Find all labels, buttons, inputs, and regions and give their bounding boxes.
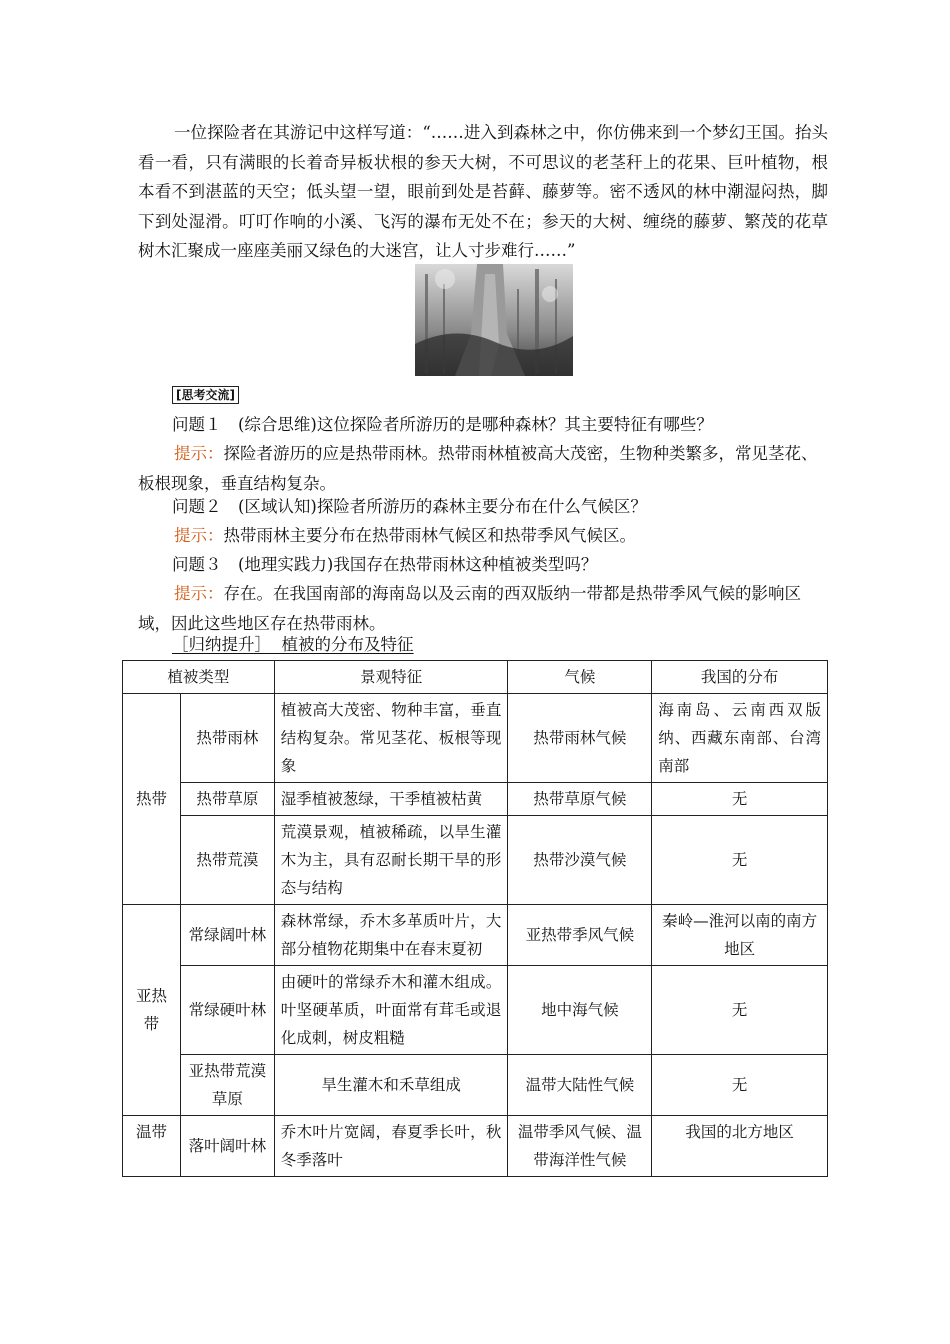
cell-climate: 热带雨林气候 xyxy=(508,694,652,783)
cell-china: 无 xyxy=(652,783,828,816)
cell-china: 海南岛、云南西双版纳、西藏东南部、台湾南部 xyxy=(652,694,828,783)
cell-type: 热带荒漠 xyxy=(180,816,274,905)
rainforest-photo xyxy=(415,264,573,376)
table-row xyxy=(123,816,828,905)
intro-paragraph: 一位探险者在其游记中这样写道：“……进入到森林之中，你仿佛来到一个梦幻王国。抬头看一看，只有满眼的长着奇异板状根的参天大树，不可思议的老茎秆上的花果、巨叶植物，根本看不到湛蓝的天空；低头望一望，眼前到处是苔藓、藤萝等。密不透风的林中潮湿闷热，脚下到处湿滑。叮叮作响的小溪、飞泻的瀑布无处不在；参天的大树、缠绕的藤萝、繁茂的花草树木汇聚成一座座美丽又绿色的大迷宫，让人寸步难行……” xyxy=(138,123,828,260)
cell-climate: 温带季风气候、温带海洋性气候 xyxy=(508,1116,652,1177)
table-header-row xyxy=(123,661,828,694)
cell-feature: 森林常绿，乔木多革质叶片，大部分植物花期集中在春末夏初 xyxy=(274,905,508,966)
cell-feature: 由硬叶的常绿乔木和灌木组成。叶坚硬革质，叶面常有茸毛或退化成刺，树皮粗糙 xyxy=(274,966,508,1055)
answer-3 xyxy=(138,579,828,638)
cell-china: 无 xyxy=(652,816,828,905)
table-row xyxy=(123,694,828,783)
cell-feature: 旱生灌木和禾草组成 xyxy=(274,1055,508,1116)
cell-climate: 亚热带季风气候 xyxy=(508,905,652,966)
summary-title: 植被的分布及特征 xyxy=(281,635,414,654)
cell-china: 无 xyxy=(652,1055,828,1116)
header-climate: 气候 xyxy=(508,661,652,694)
table-row xyxy=(123,1055,828,1116)
cell-type: 热带草原 xyxy=(180,783,274,816)
cell-china: 无 xyxy=(652,966,828,1055)
cell-climate: 热带沙漠气候 xyxy=(508,816,652,905)
header-type: 植被类型 xyxy=(123,661,275,694)
answer-1 xyxy=(138,439,828,498)
answer-text: 存在。在我国南部的海南岛以及云南的西双版纳一带都是热带季风气候的影响区域，因此这些地区存在热带雨林。 xyxy=(138,584,801,633)
cell-feature: 荒漠景观，植被稀疏，以旱生灌木为主，具有忍耐长期干旱的形态与结构 xyxy=(274,816,508,905)
question-3: 问题３ (地理实践力)我国存在热带雨林这种植被类型吗？ xyxy=(172,555,598,574)
table-row xyxy=(123,1116,828,1177)
table-row xyxy=(123,783,828,816)
cell-feature: 乔木叶片宽阔，春夏季长叶，秋冬季落叶 xyxy=(274,1116,508,1177)
cell-type: 常绿硬叶林 xyxy=(180,966,274,1055)
answer-2 xyxy=(138,521,828,551)
cell-feature: 植被高大茂密、物种丰富，垂直结构复杂。常见茎花、板根等现象 xyxy=(274,694,508,783)
cell-type: 常绿阔叶林 xyxy=(180,905,274,966)
cell-type: 落叶阔叶林 xyxy=(180,1116,274,1177)
answer-text: 探险者游历的应是热带雨林。热带雨林植被高大茂密，生物种类繁多，常见茎花、板根现象，垂直结构复杂。 xyxy=(138,444,818,493)
cell-type: 热带雨林 xyxy=(180,694,274,783)
hint-label: 提示： xyxy=(174,526,224,545)
table-row xyxy=(123,905,828,966)
question-1: 问题１ (综合思维)这位探险者所游历的是哪种森林？其主要特征有哪些？ xyxy=(172,415,713,434)
cell-feature: 湿季植被葱绿，干季植被枯黄 xyxy=(274,783,508,816)
summary-label: ［归纳提升］ xyxy=(172,635,271,654)
zone-tropical: 热带 xyxy=(123,694,181,905)
header-china: 我国的分布 xyxy=(652,661,828,694)
header-feature: 景观特征 xyxy=(274,661,508,694)
cell-china: 我国的北方地区 xyxy=(652,1116,828,1177)
vegetation-table xyxy=(122,660,828,1177)
hint-label: 提示： xyxy=(174,584,224,603)
section-tag: [思考交流] xyxy=(172,386,239,404)
cell-type: 亚热带荒漠草原 xyxy=(180,1055,274,1116)
cell-climate: 热带草原气候 xyxy=(508,783,652,816)
answer-text: 热带雨林主要分布在热带雨林气候区和热带季风气候区。 xyxy=(223,526,636,545)
table-row xyxy=(123,966,828,1055)
zone-subtropical: 亚热 带 xyxy=(123,905,181,1116)
cell-climate: 温带大陆性气候 xyxy=(508,1055,652,1116)
cell-china: 秦岭—淮河以南的南方地区 xyxy=(652,905,828,966)
hint-label: 提示： xyxy=(174,444,224,463)
summary-heading xyxy=(172,632,414,658)
zone-temperate: 温带 xyxy=(123,1116,181,1177)
cell-climate: 地中海气候 xyxy=(508,966,652,1055)
question-2: 问题２ (区域认知)探险者所游历的森林主要分布在什么气候区？ xyxy=(172,497,647,516)
